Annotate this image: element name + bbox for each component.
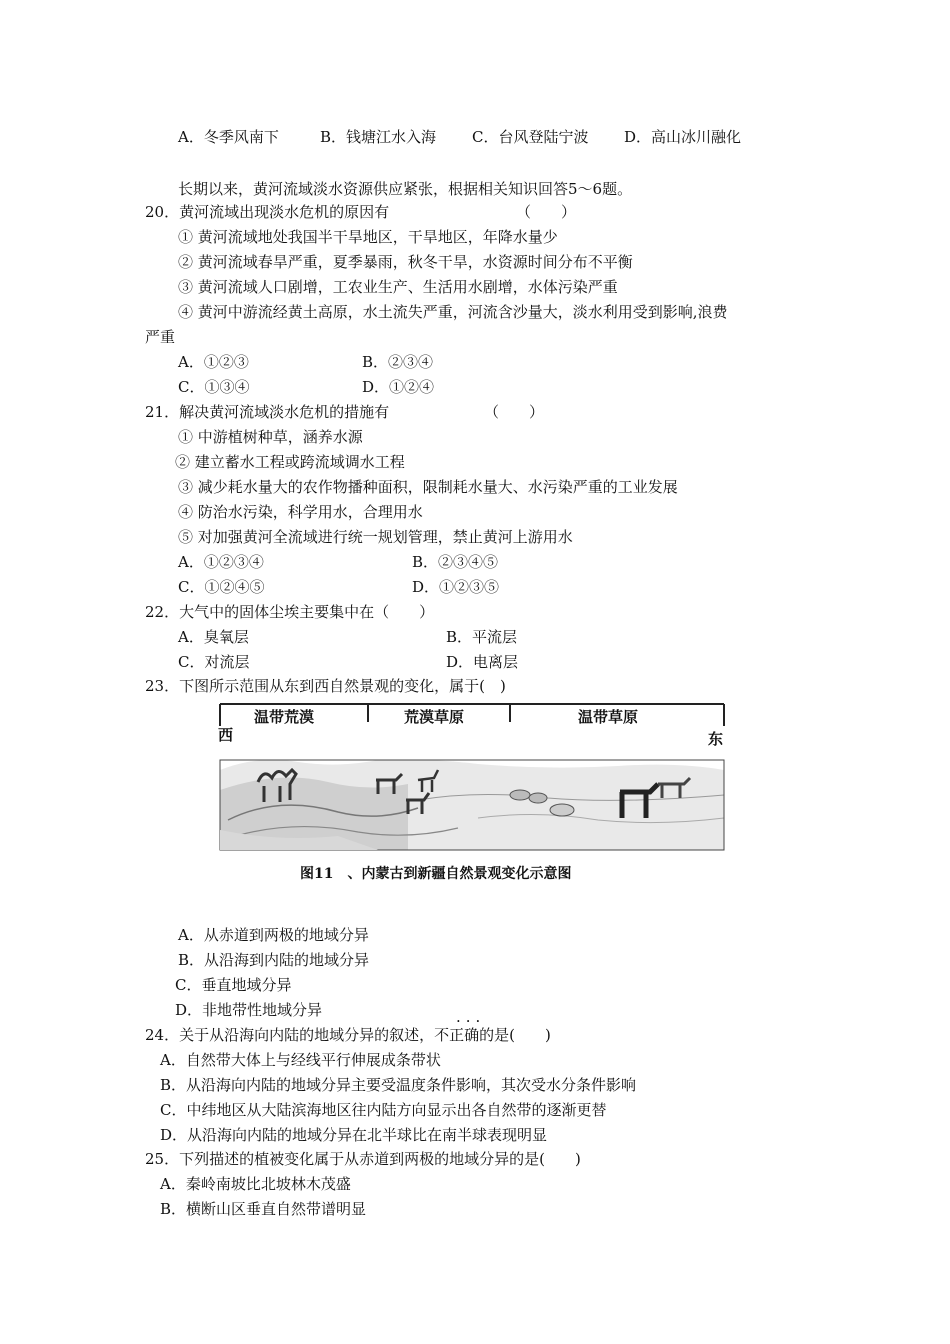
zone-label-desert-steppe: 荒漠草原: [404, 708, 465, 726]
q21-option-a: A．①②③④: [178, 553, 264, 571]
q20-option-b: B．②③④: [362, 353, 434, 371]
q19-option-a: A．冬季风南下: [178, 128, 279, 146]
section-intro: 长期以来，黄河流域淡水资源供应紧张，根据相关知识回答5～6题。: [178, 180, 633, 198]
q21-item-2: ② 建立蓄水工程或跨流域调水工程: [175, 453, 405, 471]
q22-option-b: B．平流层: [446, 628, 518, 646]
zone-label-temperate-desert: 温带荒漠: [254, 708, 315, 726]
q22-option-c: C．对流层: [178, 653, 250, 671]
q22-stem: 22．大气中的固体尘埃主要集中在（ ）: [145, 603, 435, 621]
q21-option-b: B．②③④⑤: [412, 553, 499, 571]
direction-label-west: 西: [218, 726, 234, 744]
q22-option-d: D．电离层: [446, 653, 519, 671]
q22-option-a: A．臭氧层: [178, 628, 249, 646]
q20-item-4-continued: 严重: [145, 328, 176, 346]
q24-stem: 24．关于从沿海向内陆的地域分异的叙述，不正确的是( ): [145, 1026, 551, 1044]
emphasis-dots: ···: [456, 1012, 486, 1030]
q24-option-b: B．从沿海向内陆的地域分异主要受温度条件影响，其次受水分条件影响: [160, 1076, 637, 1094]
q21-item-5: ⑤ 对加强黄河全流域进行统一规划管理，禁止黄河上游用水: [178, 528, 573, 546]
q20-item-1: ① 黄河流域地处我国半干旱地区，干旱地区，年降水量少: [178, 228, 558, 246]
q23-option-c: C．垂直地域分异: [175, 976, 292, 994]
q20-item-4: ④ 黄河中游流经黄土高原，水土流失严重，河流含沙量大，淡水利用受到影响,浪费: [178, 303, 728, 321]
landscape-illustration: [218, 700, 728, 890]
q20-option-a: A．①②③: [178, 353, 249, 371]
direction-label-east: 东: [708, 730, 724, 748]
q25-option-a: A．秦岭南坡比北坡林木茂盛: [160, 1175, 351, 1193]
q20-answer-paren: （ ）: [516, 203, 577, 221]
q24-option-d: D．从沿海向内陆的地域分异在北半球比在南半球表现明显: [160, 1126, 548, 1144]
q21-item-1: ① 中游植树种草，涵养水源: [178, 428, 363, 446]
q21-stem: 21．解决黄河流域淡水危机的措施有: [145, 403, 390, 421]
q20-item-3: ③ 黄河流域人口剧增，工农业生产、生活用水剧增，水体污染严重: [178, 278, 618, 296]
q20-stem: 20．黄河流域出现淡水危机的原因有: [145, 203, 390, 221]
q21-answer-paren: （ ）: [484, 403, 545, 421]
q23-option-b: B．从沿海到内陆的地域分异: [178, 951, 370, 969]
q19-option-c: C．台风登陆宁波: [472, 128, 589, 146]
q21-option-c: C．①②④⑤: [178, 578, 265, 596]
q24-option-a: A．自然带大体上与经线平行伸展成条带状: [160, 1051, 441, 1069]
q25-option-b: B．横断山区垂直自然带谱明显: [160, 1200, 367, 1218]
q25-stem: 25．下列描述的植被变化属于从赤道到两极的地域分异的是( ): [145, 1150, 581, 1168]
q21-item-4: ④ 防治水污染，科学用水，合理用水: [178, 503, 423, 521]
figure-caption: 图11 、内蒙古到新疆自然景观变化示意图: [300, 866, 572, 882]
q20-item-2: ② 黄河流域春旱严重，夏季暴雨，秋冬干旱，水资源时间分布不平衡: [178, 253, 633, 271]
q23-stem: 23．下图所示范围从东到西自然景观的变化，属于( ): [145, 677, 506, 695]
zone-label-temperate-steppe: 温带草原: [578, 708, 639, 726]
q23-option-a: A．从赤道到两极的地域分异: [178, 926, 369, 944]
q21-item-3: ③ 减少耗水量大的农作物播种面积，限制耗水量大、水污染严重的工业发展: [178, 478, 678, 496]
q19-option-b: B．钱塘江水入海: [320, 128, 437, 146]
landscape-figure: [218, 700, 728, 890]
q21-option-d: D．①②③⑤: [412, 578, 500, 596]
q20-option-d: D．①②④: [362, 378, 435, 396]
q23-option-d: D．非地带性地域分异: [175, 1001, 323, 1019]
q19-option-d: D．高山冰川融化: [624, 128, 742, 146]
q24-option-c: C．中纬地区从大陆滨海地区往内陆方向显示出各自然带的逐渐更替: [160, 1101, 607, 1119]
q20-option-c: C．①③④: [178, 378, 250, 396]
